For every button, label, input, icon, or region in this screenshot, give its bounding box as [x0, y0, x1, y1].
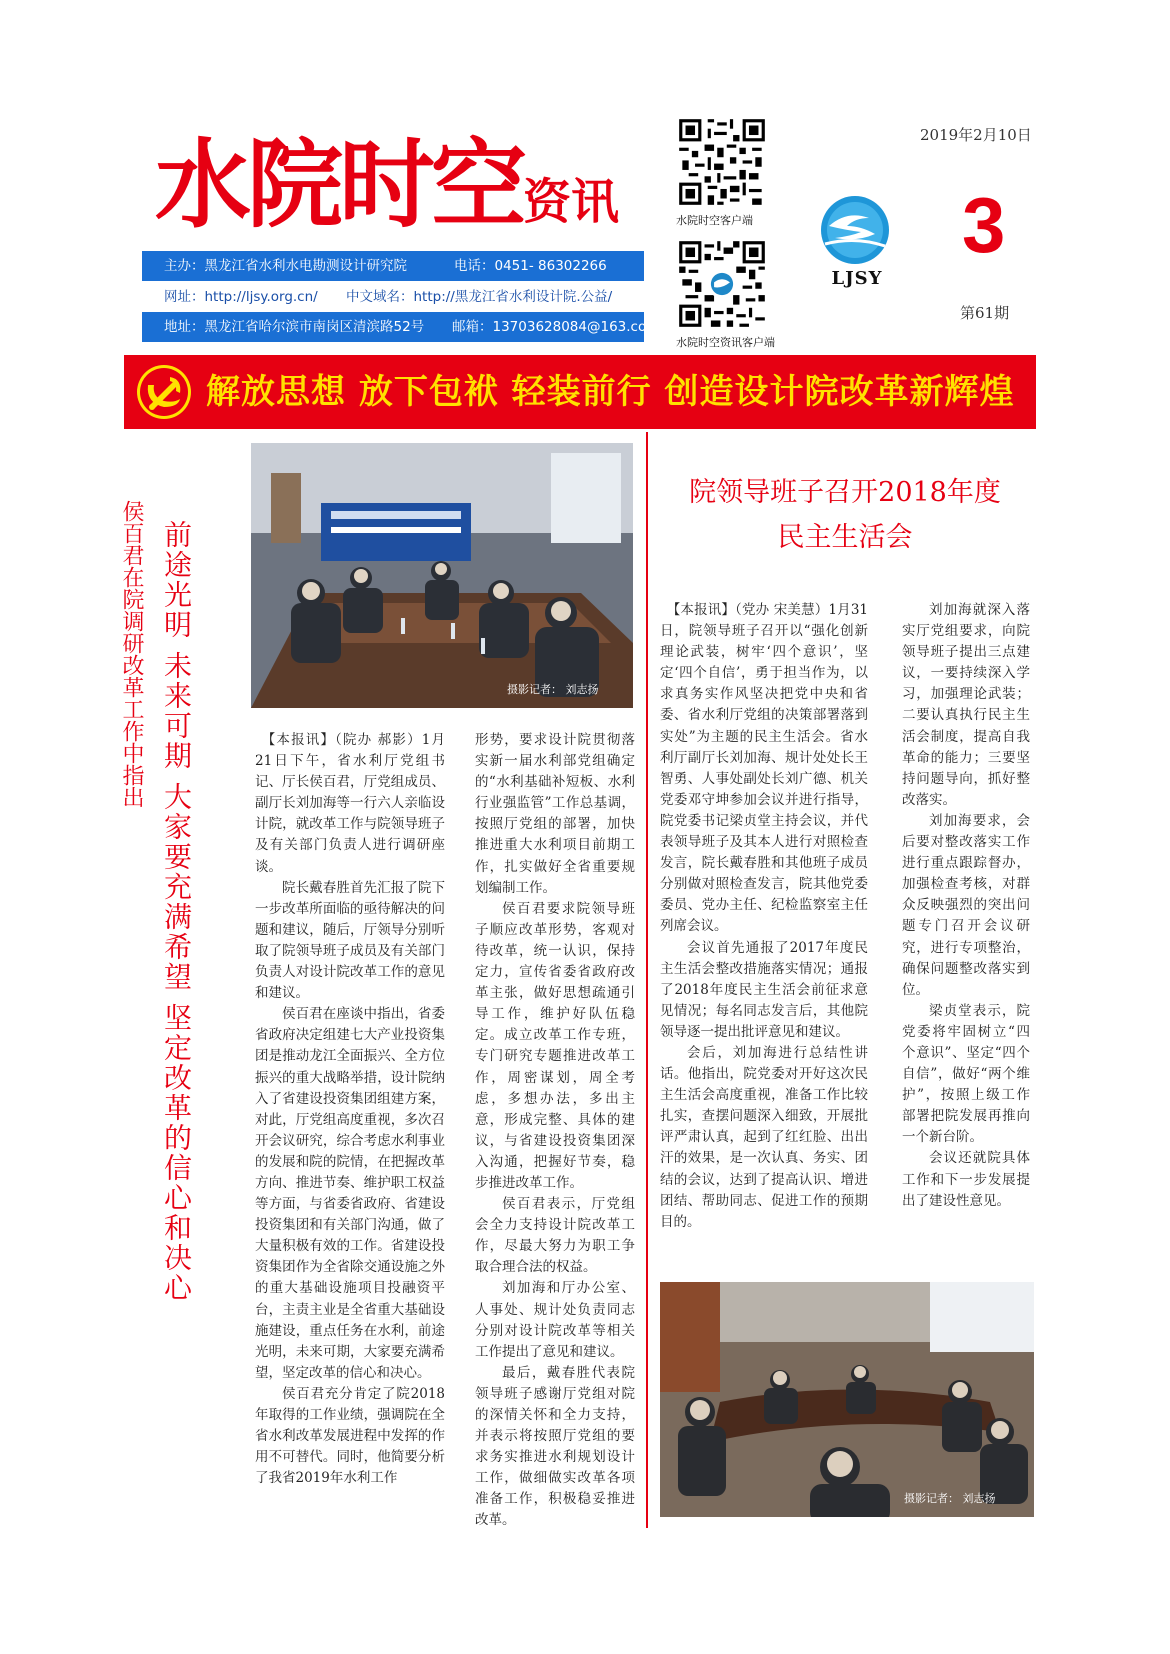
qr-code-icon[interactable] — [676, 116, 768, 208]
banner-slogan: 解放思想 放下包袱 轻装前行 创造设计院改革新辉煌 — [206, 372, 1015, 412]
water-drop-logo-icon — [817, 196, 893, 266]
brand-logo-text: LJSY — [831, 268, 883, 289]
paragraph: 会议首先通报了2017年度民主生活会整改措施落实情况；通报了2018年度民主生活会前征求意见情况；每名同志发言后，其他院领导逐一提出批评意见和建议。 — [660, 939, 868, 1040]
email-text: 邮箱：13703628084@163.com — [452, 319, 660, 335]
left-article-subtitle: 侯百君在院调研改革工作中指出 — [119, 500, 144, 808]
paragraph: 会后，刘加海进行总结性讲话。他指出，院党委对开好这次民主生活会高度重视，准备工作比较扎实，查摆问题深入细致，开展批评严肃认真，起到了红红脸、出出汗的效果，是一次认真、务实、团结的会议，达到了提高认识、增进团结、帮助同志、促进工作的预期目的。 — [660, 1044, 868, 1230]
left-article-headline: 前途光明 未来可期 大家要充满希望 坚定改革的信心和决心 — [160, 520, 193, 1303]
left-article-column-1 — [255, 730, 445, 1489]
paragraph: 【本报讯】（党办 宋美慧）1月31日，院领导班子召开以“强化创新理论武装，树牢‘四个意识’，坚定‘四个自信’，勇于担当作为，以求真务实作风坚决把党中央和省委、省水利厅党组的决策部署落到实处”为主题的民主生活会。省水利厅副厅长刘加海、规计处处长王智勇、人事处副处长刘广德、机关党委邓守坤参加会议并进行指导，院党委书记梁贞堂主持会议，并代表领导班子及其本人进行对照检查发言，院长戴春胜和其他班子成员分别做对照检查发言，院其他党委委员、党办主任、纪检监察室主任列席会议。 — [660, 602, 868, 935]
right-photo-caption: 摄影记者： 刘志扬 — [904, 1492, 996, 1505]
phone-text: 电话：0451- 86302266 — [454, 258, 607, 274]
website-link[interactable]: 网址：http://ljsy.org.cn/ — [164, 289, 318, 305]
paragraph: 梁贞堂表示，院党委将牢固树立“四个意识”、坚定“四个自信”，做好“两个维护”，按照上级工作部署把院发展再推向一个新台阶。 — [902, 1002, 1030, 1146]
paragraph: 侯百君表示，厅党组会全力支持设计院改革工作，尽最大努力为职工争取合理合法的权益。 — [475, 1196, 635, 1276]
qr1-caption: 水院时空客户端 — [676, 214, 753, 227]
right-article-photo — [660, 1282, 1034, 1517]
cn-domain-link[interactable]: 中文域名：http://黑龙江省水利设计院.公益/ — [346, 289, 613, 305]
right-article-headline — [660, 470, 1030, 560]
meeting-photo-image — [251, 443, 633, 708]
paragraph: 侯百君要求院领导班子顺应改革形势，客观对待改革，统一认识，保持定力，宣传省委省政府改革主张，做好思想疏通引导工作，维护好队伍稳定。成立改革工作专班，专门研究专题推进改革工作，周密谋划，周全考虑，多想办法，多出主意，形成完整、具体的建议，与省建设投资集团深入沟通，把握好节奏，稳步推进改革工作。 — [475, 900, 635, 1191]
newspaper-logo — [155, 129, 635, 245]
paragraph: 侯百君在座谈中指出，省委省政府决定组建七大产业投资集团是推动龙江全面振兴、全方位振兴的重大战略举措，设计院纳入了省建设投资集团组建方案，对此，厅党组高度重视，多次召开会议研究，综合考虑水利事业的发展和院的院情，在把握改革方向、推进节奏、维护职工权益等方面，与省委省政府、省建设投资集团和有关部门沟通，做了大量积极有效的工作。省建设投资集团作为全省除交通设施之外的重大基础设施项目投融资平台，主责主业是全省重大基础设施建设，重点任务在水利，前途光明，未来可期，大家要充满希望，坚定改革的信心和决心。 — [255, 1006, 445, 1381]
ljsy-brand-logo — [810, 196, 900, 292]
headline-line-2: 民主生活会 — [777, 522, 913, 553]
logo-subtitle: 资讯 — [523, 174, 620, 230]
paragraph: 侯百君充分肯定了院2018年取得的工作业绩，强调院在全省水利改革发展进程中发挥的作用不可替代。同时，他简要分析了我省2019年水利工作 — [255, 1385, 445, 1487]
party-emblem-icon — [134, 363, 194, 421]
paragraph: 刘加海要求，会后要对整改落实工作进行重点跟踪督办，加强检查考核，对群众反映强烈的突出问题专门召开会议研究，进行专项整治，确保问题整改落实到位。 — [902, 812, 1030, 998]
address-text: 地址：黑龙江省哈尔滨市南岗区清滨路52号 — [164, 319, 425, 335]
info-bar-sponsor — [142, 251, 644, 281]
paragraph: 形势，要求设计院贯彻落实新一届水利部党组确定的“水利基础补短板、水利行业强监管”工作总基调，按照厅党组的部署，加快推进重大水利项目前期工作，扎实做好全省重要规划编制工作。 — [475, 732, 635, 896]
paragraph: 最后，戴春胜代表院领导班子感谢厅党组对院的深情关怀和全力支持，并表示将按照厅党组的要求务实推进水利规划设计工作，做细做实改革各项准备工作，积极稳妥推进改革。 — [475, 1364, 635, 1529]
slogan-banner — [124, 355, 1036, 429]
qr-code-icon[interactable] — [676, 238, 768, 330]
info-bar-address — [142, 312, 660, 342]
column-divider — [646, 432, 648, 1528]
info-bar-web — [142, 284, 666, 310]
qr-block-2 — [676, 238, 775, 350]
issue-period: 第61期 — [960, 304, 1010, 322]
paragraph: 【本报讯】（院办 郝影）1月21日下午，省水利厅党组书记、厅长侯百君，厅党组成员、副厅长刘加海等一行六人亲临设计院，就改革工作与院领导班子及有关部门负责人进行调研座谈。 — [255, 732, 445, 875]
qr2-caption: 水院时空资讯客户端 — [676, 336, 775, 349]
right-article-column-1 — [660, 600, 868, 1233]
paragraph: 会议还就院具体工作和下一步发展提出了建设性意见。 — [902, 1150, 1030, 1209]
issue-date: 2019年2月10日 — [920, 126, 1032, 144]
left-article-photo — [251, 443, 633, 708]
right-article-column-2 — [902, 600, 1030, 1212]
headline-line-1: 院领导班子召开2018年度 — [689, 477, 1001, 508]
sponsor-text: 主办：黑龙江省水利水电勘测设计研究院 — [164, 258, 407, 274]
paragraph: 刘加海就深入落实厅党组要求，向院领导班子提出三点建议，一要持续深入学习，加强理论武装；二要认真执行民主生活会制度，提高自我革命的能力；三要坚持问题导向，抓好整改落实。 — [902, 602, 1030, 808]
qr-block-1 — [676, 116, 768, 228]
paragraph: 刘加海和厅办公室、人事处、规计处负责同志分别对设计院改革等相关工作提出了意见和建议。 — [475, 1280, 635, 1360]
logo-title: 水院时空 — [155, 129, 523, 241]
meeting-photo-image — [660, 1282, 1034, 1517]
issue-number: 3 — [962, 181, 1006, 269]
left-article-column-2 — [475, 730, 635, 1532]
left-photo-caption: 摄影记者： 刘志扬 — [507, 683, 599, 696]
paragraph: 院长戴春胜首先汇报了院下一步改革所面临的亟待解决的问题和建议，随后，厅领导分别听取了院领导班子成员及有关部门负责人对设计院改革工作的意见和建议。 — [255, 879, 445, 1002]
